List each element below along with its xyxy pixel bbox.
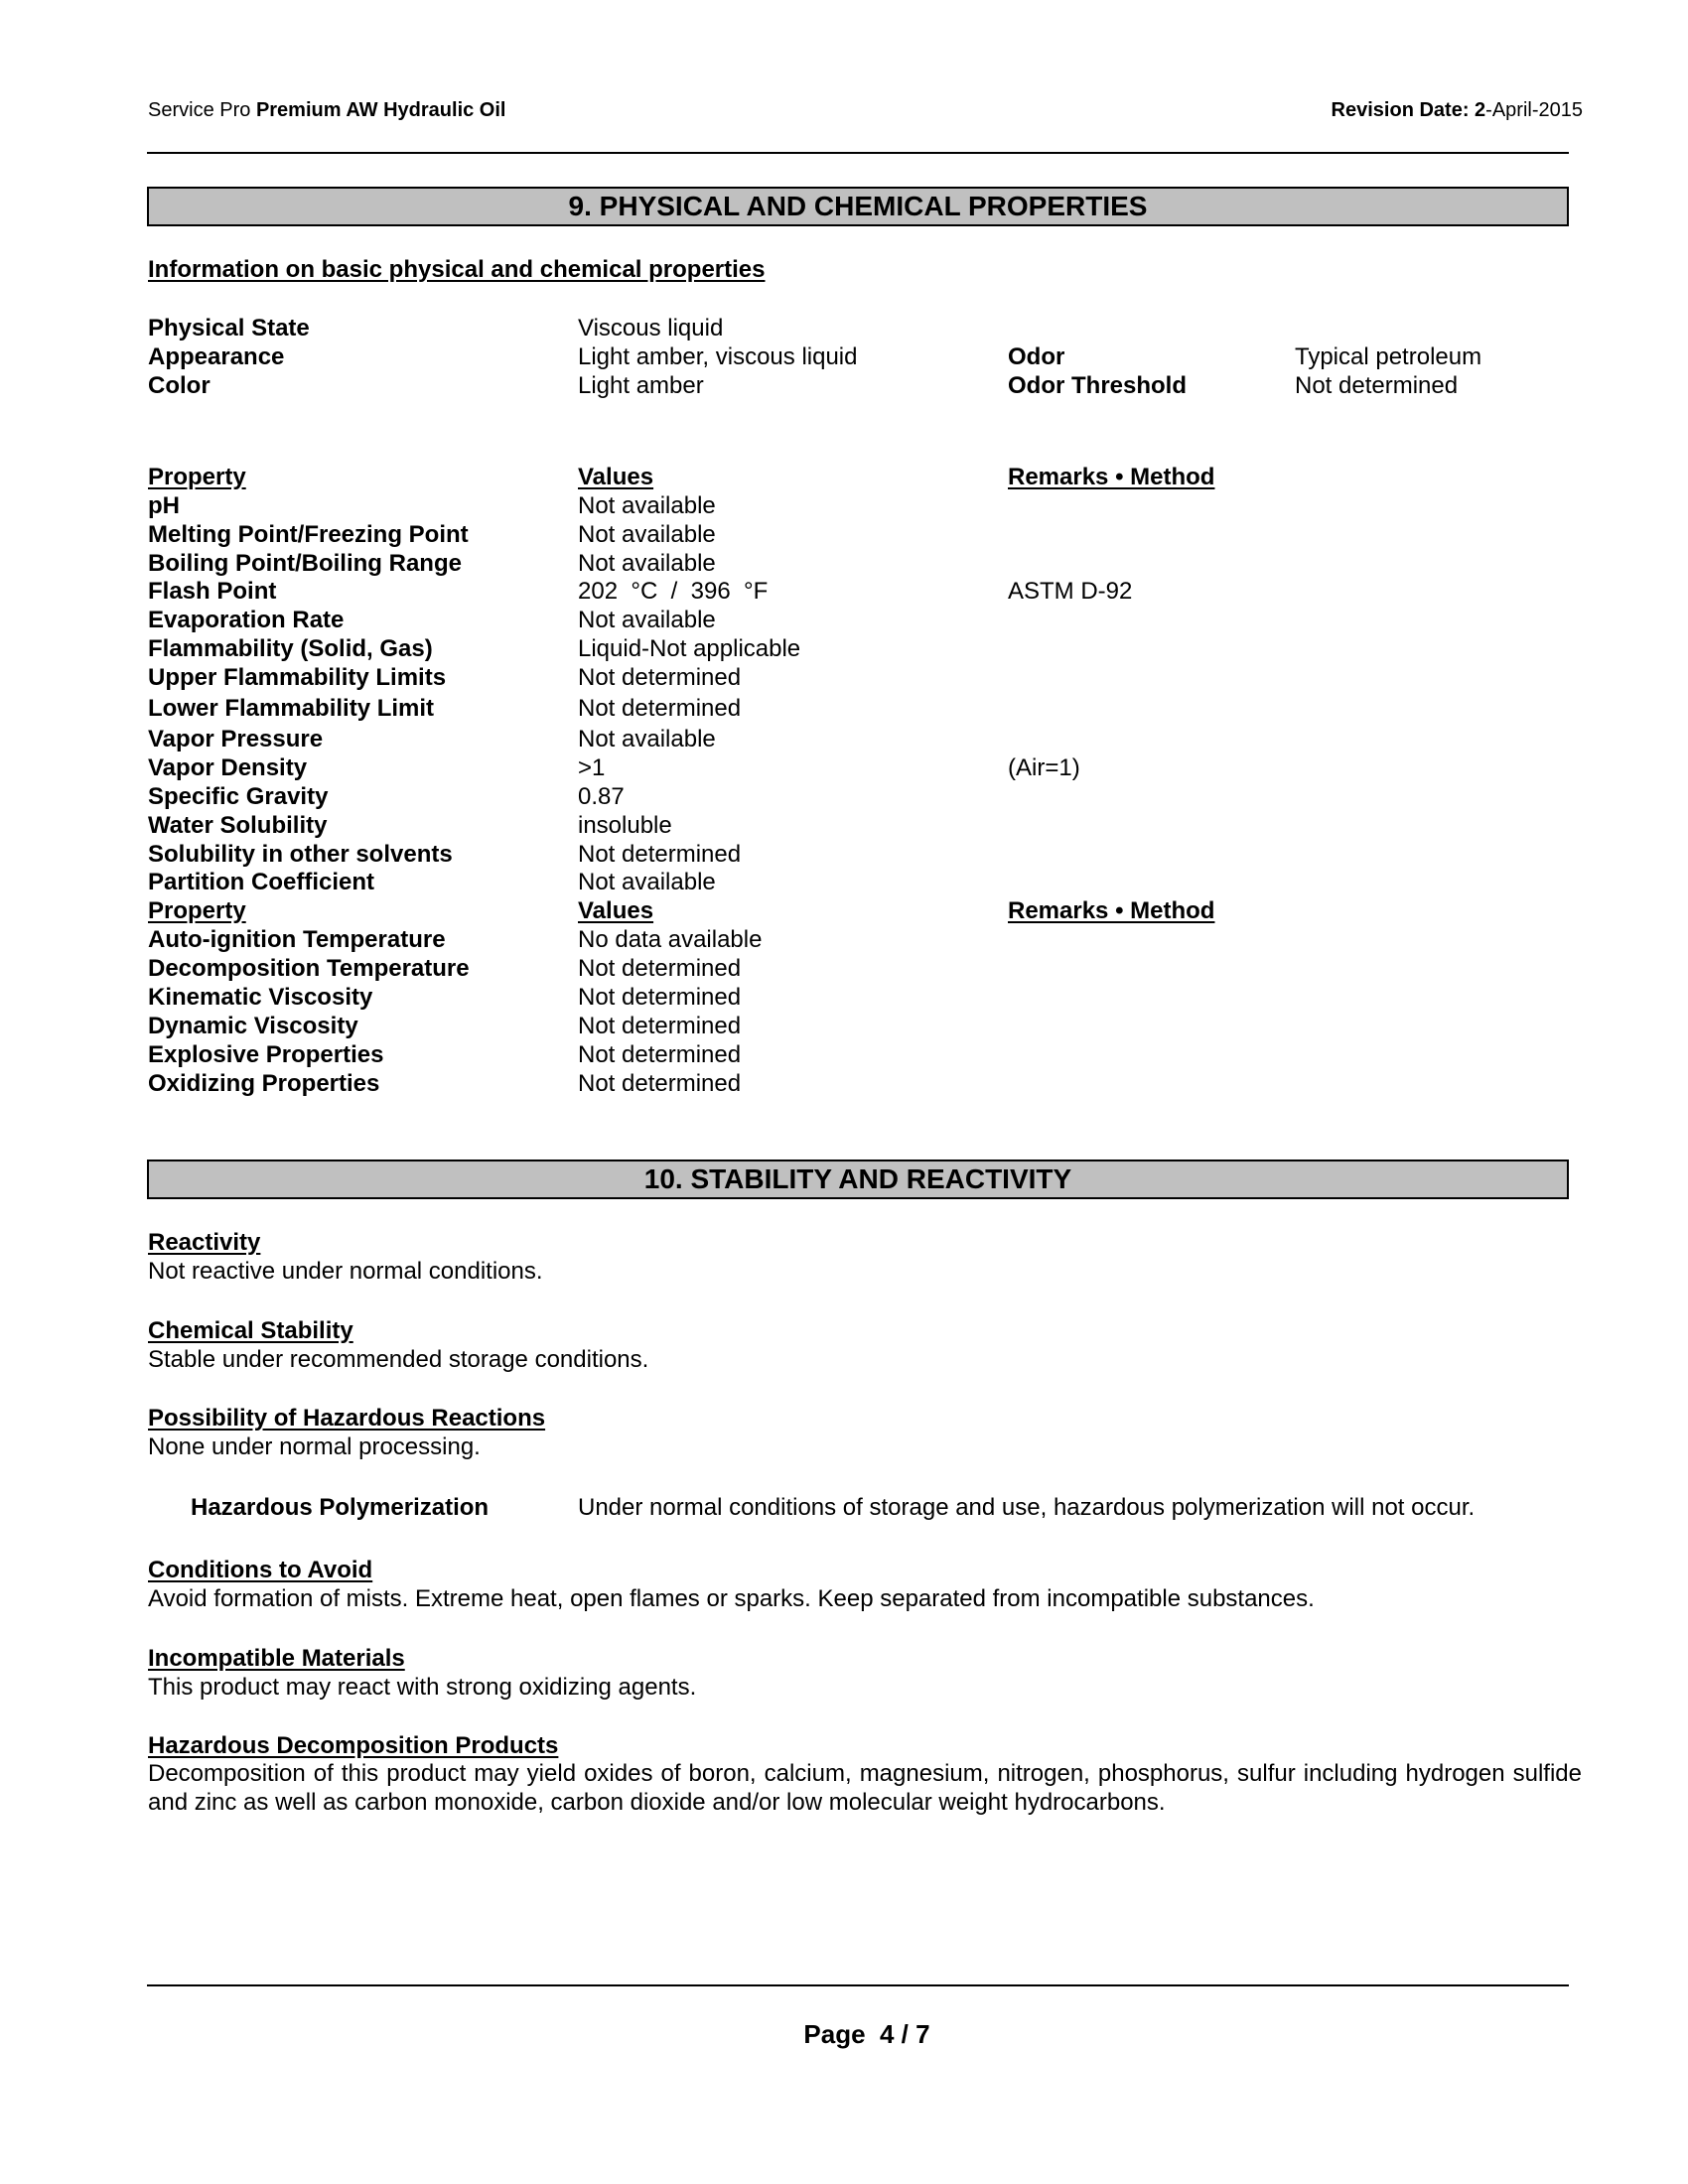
property-label: Solubility in other solvents [148, 841, 453, 868]
section-9-title: 9. PHYSICAL AND CHEMICAL PROPERTIES [568, 191, 1148, 221]
property-value: 202 °C / 396 °F [578, 578, 769, 605]
document-header-revision [1332, 99, 1583, 122]
hazardous-reactions-text: None under normal processing. [148, 1433, 481, 1460]
remarks-method-header: Remarks • Method [1008, 897, 1215, 924]
color-value: Light amber [578, 372, 704, 399]
values-header: Values [578, 897, 654, 924]
footer-rule [147, 1984, 1569, 1986]
property-value: Not available [578, 869, 716, 895]
odor-threshold-value: Not determined [1295, 372, 1459, 399]
property-value: Not determined [578, 955, 742, 982]
property-label: pH [148, 492, 180, 519]
chemical-stability-text: Stable under recommended storage conditions. [148, 1346, 649, 1373]
odor-value: Typical petroleum [1295, 343, 1482, 370]
property-value: Not available [578, 726, 716, 752]
property-value: Not determined [578, 1070, 742, 1097]
property-value: insoluble [578, 812, 672, 839]
property-label: Boiling Point/Boiling Range [148, 550, 462, 577]
property-value: Not determined [578, 984, 742, 1011]
conditions-to-avoid-text: Avoid formation of mists. Extreme heat, open flames or sparks. Keep separated from incompatible substances. [148, 1585, 1315, 1612]
section-9-banner [147, 187, 1569, 226]
document-header-product [148, 99, 505, 122]
incompatible-materials-text: This product may react with strong oxidizing agents. [148, 1674, 697, 1701]
section-9-subtitle: Information on basic physical and chemical properties [148, 256, 766, 283]
property-header: Property [148, 897, 246, 924]
color-label: Color [148, 372, 211, 399]
property-label: Specific Gravity [148, 783, 329, 810]
property-value: Not determined [578, 664, 742, 691]
property-label: Lower Flammability Limit [148, 695, 435, 722]
property-value: Not determined [578, 1013, 742, 1039]
property-value: No data available [578, 926, 763, 953]
property-label: Oxidizing Properties [148, 1070, 380, 1097]
property-value: Not available [578, 550, 716, 577]
property-label: Explosive Properties [148, 1041, 384, 1068]
hazardous-decomposition-text: Decomposition of this product may yield oxides of boron, calcium, magnesium, nitrogen, phosphorus, sulfur including hydrogen sulfide and zinc as well as carbon monoxide, carbon dioxide and/or low molecular weight hydrocarbons. [148, 1760, 1582, 1816]
property-header: Property [148, 464, 246, 490]
property-value: >1 [578, 754, 606, 781]
property-label: Vapor Pressure [148, 726, 324, 752]
property-remark: ASTM D-92 [1008, 578, 1133, 605]
appearance-value: Light amber, viscous liquid [578, 343, 858, 370]
property-label: Partition Coefficient [148, 869, 375, 895]
page-number: 4 / 7 [880, 2019, 930, 2049]
remarks-method-header: Remarks • Method [1008, 464, 1215, 490]
property-label: Melting Point/Freezing Point [148, 521, 469, 548]
property-value: Not determined [578, 695, 742, 722]
physical-state-value: Viscous liquid [578, 315, 724, 341]
property-label: Upper Flammability Limits [148, 664, 447, 691]
section-10-banner [147, 1160, 1569, 1199]
property-value: Liquid-Not applicable [578, 635, 801, 662]
property-value: Not determined [578, 841, 742, 868]
hazardous-reactions-heading: Possibility of Hazardous Reactions [148, 1405, 546, 1432]
hazardous-decomposition-heading: Hazardous Decomposition Products [148, 1732, 559, 1759]
property-label: Vapor Density [148, 754, 308, 781]
product-name: Premium AW Hydraulic Oil [255, 99, 506, 121]
property-value: Not available [578, 521, 716, 548]
property-label: Water Solubility [148, 812, 328, 839]
property-label: Flash Point [148, 578, 277, 605]
product-prefix: Service Pro [148, 99, 251, 121]
page-label: Page [803, 2019, 866, 2049]
property-label: Flammability (Solid, Gas) [148, 635, 433, 662]
revision-date-rest: -April-2015 [1485, 99, 1583, 121]
property-label: Auto-ignition Temperature [148, 926, 446, 953]
physical-state-label: Physical State [148, 315, 310, 341]
property-label: Dynamic Viscosity [148, 1013, 358, 1039]
reactivity-text: Not reactive under normal conditions. [148, 1258, 543, 1285]
revision-day: 2 [1475, 99, 1486, 121]
property-label: Evaporation Rate [148, 607, 345, 633]
header-rule [147, 152, 1569, 154]
revision-label: Revision Date: [1331, 99, 1470, 121]
conditions-to-avoid-heading: Conditions to Avoid [148, 1557, 373, 1583]
values-header: Values [578, 464, 654, 490]
property-value: Not available [578, 492, 716, 519]
property-label: Kinematic Viscosity [148, 984, 373, 1011]
property-remark: (Air=1) [1008, 754, 1080, 781]
appearance-label: Appearance [148, 343, 285, 370]
chemical-stability-heading: Chemical Stability [148, 1317, 353, 1344]
reactivity-heading: Reactivity [148, 1229, 261, 1256]
property-label: Decomposition Temperature [148, 955, 470, 982]
property-value: 0.87 [578, 783, 625, 810]
property-value: Not available [578, 607, 716, 633]
odor-label: Odor [1008, 343, 1065, 370]
hazardous-polymerization-text: Under normal conditions of storage and use, hazardous polymerization will not occur. [578, 1494, 1476, 1521]
section-10-title: 10. STABILITY AND REACTIVITY [643, 1163, 1072, 1194]
property-value: Not determined [578, 1041, 742, 1068]
hazardous-polymerization-label: Hazardous Polymerization [191, 1494, 490, 1521]
odor-threshold-label: Odor Threshold [1008, 372, 1187, 399]
page-indicator [0, 2019, 1688, 2050]
incompatible-materials-heading: Incompatible Materials [148, 1645, 405, 1672]
